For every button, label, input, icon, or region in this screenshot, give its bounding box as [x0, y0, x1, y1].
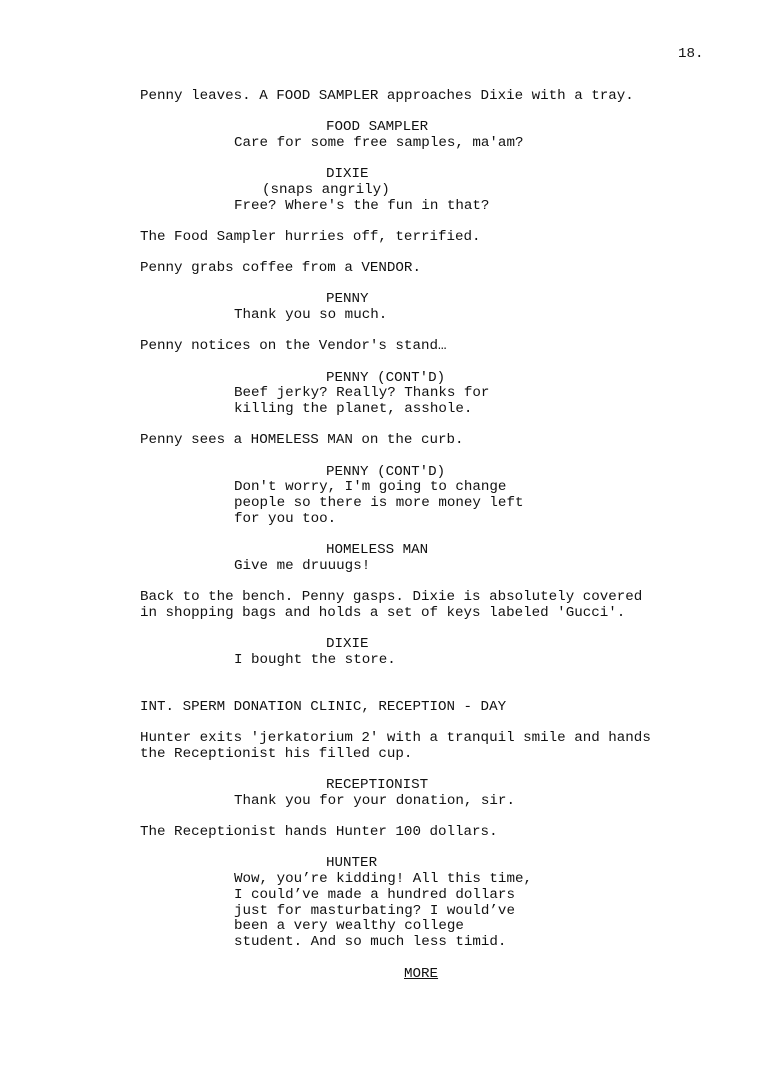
- parenthetical: (snaps angrily): [262, 182, 390, 198]
- character-name: DIXIE: [326, 166, 369, 182]
- dialogue-line: Free? Where's the fun in that?: [234, 198, 490, 214]
- character-name: DIXIE: [326, 636, 369, 652]
- dialogue-line: Wow, you’re kidding! All this time,: [234, 871, 532, 887]
- page-number: 18.: [678, 46, 704, 62]
- dialogue-line: just for masturbating? I would’ve: [234, 903, 515, 919]
- action-line: Penny grabs coffee from a VENDOR.: [140, 260, 421, 276]
- character-name: PENNY (CONT'D): [326, 370, 446, 386]
- action-line: Back to the bench. Penny gasps. Dixie is absolutely covered: [140, 589, 643, 605]
- dialogue-line: Give me druuugs!: [234, 558, 371, 574]
- dialogue-line: Care for some free samples, ma'am?: [234, 135, 524, 151]
- character-name: HOMELESS MAN: [326, 542, 429, 558]
- dialogue-line: people so there is more money left: [234, 495, 524, 511]
- more-indicator: MORE: [404, 966, 439, 982]
- action-line: Penny sees a HOMELESS MAN on the curb.: [140, 432, 464, 448]
- dialogue-line: Thank you for your donation, sir.: [234, 793, 515, 809]
- action-line: Hunter exits 'jerkatorium 2' with a tranquil smile and hands: [140, 730, 651, 746]
- action-line: in shopping bags and holds a set of keys labeled 'Gucci'.: [140, 605, 626, 621]
- action-line: the Receptionist his filled cup.: [140, 746, 413, 762]
- action-line: Penny notices on the Vendor's stand…: [140, 338, 447, 354]
- action-line: The Receptionist hands Hunter 100 dollars.: [140, 824, 498, 840]
- action-line: Penny leaves. A FOOD SAMPLER approaches Dixie with a tray.: [140, 88, 634, 104]
- dialogue-line: I could’ve made a hundred dollars: [234, 887, 515, 903]
- character-name: PENNY: [326, 291, 369, 307]
- dialogue-line: Beef jerky? Really? Thanks for: [234, 385, 490, 401]
- action-line: The Food Sampler hurries off, terrified.: [140, 229, 481, 245]
- character-name: PENNY (CONT'D): [326, 464, 446, 480]
- dialogue-line: Thank you so much.: [234, 307, 388, 323]
- dialogue-line: Don't worry, I'm going to change: [234, 479, 507, 495]
- dialogue-line: student. And so much less timid.: [234, 934, 507, 950]
- scene-heading: INT. SPERM DONATION CLINIC, RECEPTION - DAY: [140, 699, 507, 715]
- dialogue-line: I bought the store.: [234, 652, 396, 668]
- character-name: RECEPTIONIST: [326, 777, 429, 793]
- dialogue-line: killing the planet, asshole.: [234, 401, 473, 417]
- character-name: FOOD SAMPLER: [326, 119, 429, 135]
- dialogue-line: for you too.: [234, 511, 337, 527]
- character-name: HUNTER: [326, 855, 378, 871]
- dialogue-line: been a very wealthy college: [234, 918, 464, 934]
